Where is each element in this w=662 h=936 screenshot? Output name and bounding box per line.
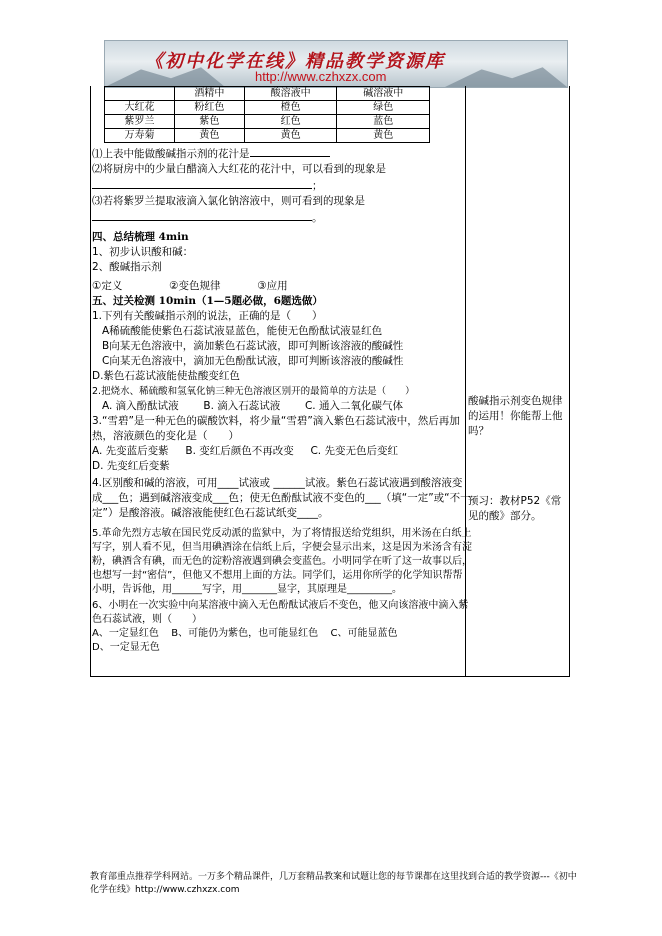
option: A. 先变蓝后变紫 [92,445,169,457]
table-cell: 黄色 [244,129,337,143]
table-cell: 大红花 [105,101,175,115]
problem-1: 1.下列有关酸碱指示剂的说法，正确的是（ ） [92,310,323,322]
option: A. 滴入酚酞试液 [102,400,179,412]
option: C. 先变无色后变红 [310,445,398,457]
table-cell: 黄色 [337,129,430,143]
answer-blank[interactable] [250,145,330,157]
option: C、可能显蓝色 [330,628,398,639]
subitem-application: ③应用 [257,280,288,292]
table-cell: 酒精中 [174,87,244,101]
problem-1-options [92,324,472,369]
table-row [105,101,430,115]
subitem-color-rule: ②变色规律 [169,280,221,292]
option: D. 先变红后变紫 [92,460,170,472]
table-header-row [105,87,430,101]
table-cell: 紫色 [174,115,244,129]
option: D.紫色石蕊试液能使盐酸变红色 [92,370,240,382]
option: B、可能仍为紫色，也可能显红色 [171,628,319,639]
table-cell: 绿色 [337,101,430,115]
site-url[interactable]: http://www.czhxzx.com [255,69,387,84]
option: A、一定显红色 [92,628,159,639]
question-3-answer-line: 。 [92,209,472,226]
option: C. 通入二氧化碳气体 [304,400,403,412]
banner-mountain-decoration [445,65,567,87]
problem-5: 5.革命先烈方志敏在国民党反动派的监狱中，为了将情报送给党组织，用米汤在白纸上写字，别人看不见，但当用碘酒涂在信纸上后，字便会显示出来，这是因为米汤含有淀粉，碘酒含有碘，而无色的淀粉溶液遇到碘会变蓝色。小明同学在听了这一故事以后， 也想写一封“密信”，但他又不想用上面的方法。同学们，运用你所学的化学知识帮帮小明，告诉他，用______写字，用_______显字，其原理是_________。 [92,528,472,595]
problem-2-options [92,399,472,414]
table-cell: 黄色 [174,129,244,143]
option: D、一定显无色 [92,642,160,653]
table-cell: 万寿菊 [105,129,175,143]
table-cell: 红色 [244,115,337,129]
option: B向某无色溶液中，滴加紫色石蕊试液，即可判断该溶液的酸碱性 [102,340,404,352]
footer-note: 教育部重点推荐学科网站。一万多个精品课件，几万套精品教案和试题让您的每节课都在这里找到合适的教学资源---《初中化学在线》http://www.czhxzx.com [90,872,577,895]
flower-indicator-table [104,86,430,143]
section-4-subitems [92,279,472,294]
table-cell: 粉红色 [174,101,244,115]
table-cell: 橙色 [244,101,337,115]
option: B. 变红后颜色不再改变 [185,445,294,457]
side-note-indicator-rule: 酸碱指示剂变色规律的运用！你能帮上他吗？ [468,395,563,437]
subitem-definition: ①定义 [92,280,123,292]
option: A稀硫酸能使紫色石蕊试液显蓝色，能使无色酚酞试液显红色 [102,325,383,337]
section-5-title: 五、过关检测 10min（1—5题必做，6题选做） [92,295,323,307]
answer-blank[interactable] [92,209,312,221]
problem-2: 2.把烧水、稀硫酸和氢氧化钠三种无色溶液区别开的最简单的方法是（ ） [92,386,415,397]
question-2-text: ⑵将厨房中的少量白醋滴入大红花的花汁中，可以看到的现象是 [92,163,386,175]
table-row [105,115,430,129]
problem-3: 3.“雪碧”是一种无色的碳酸饮料，将少量“雪碧”滴入紫色石蕊试液中，然后再加热，溶液颜色的变化是（ ） [92,415,460,442]
table-cell: 酸溶液中 [244,87,337,101]
problem-6: 6、小明在一次实验中向某溶液中滴入无色酚酞试液后不变色，他又向该溶液中滴入紫色石蕊试液，则（ ） [92,600,469,625]
site-title: 《初中化学在线》精品教学资源库 [145,51,445,72]
table-cell: 紫罗兰 [105,115,175,129]
table-cell: 蓝色 [337,115,430,129]
main-column [92,86,472,655]
table-cell [105,87,175,101]
table-cell: 碱溶液中 [337,87,430,101]
header-banner [104,40,568,88]
problem-3-options [92,444,472,459]
answer-blank[interactable] [92,177,312,189]
question-1-text: ⑴上表中能做酸碱指示剂的花汁是 [92,148,250,160]
question-3-text: ⑶若将紫罗兰提取液滴入氯化钠溶液中，则可看到的现象是 [92,195,365,207]
section-4-item: 1、初步认识酸和碱： [92,246,194,258]
section-4-title: 四、总结梳理 4min [92,231,189,243]
question-2-answer-line: ； [92,177,472,194]
option: C向某无色溶液中，滴加无色酚酞试液，即可判断该溶液的酸碱性 [102,355,404,367]
problem-6-options [92,627,472,641]
section-4-item: 2、酸碱指示剂 [92,261,162,273]
side-note-preview: 预习：教材P52《常见的酸》部分。 [468,495,562,522]
question-3 [92,194,472,209]
question-1 [92,145,472,162]
problem-4: 4.区别酸和碱的溶液，可用____试液或 ______试液。紫色石蕊试液遇到酸溶液变成___色；遇到碱溶液变成___色；使无色酚酞试液不变色的___（填“一定”或“不一定”）是酸溶液。碱溶液能使红色石蕊试纸变____。 [92,477,471,519]
table-row [105,129,430,143]
question-2 [92,162,472,177]
option: B. 滴入石蕊试液 [203,400,281,412]
